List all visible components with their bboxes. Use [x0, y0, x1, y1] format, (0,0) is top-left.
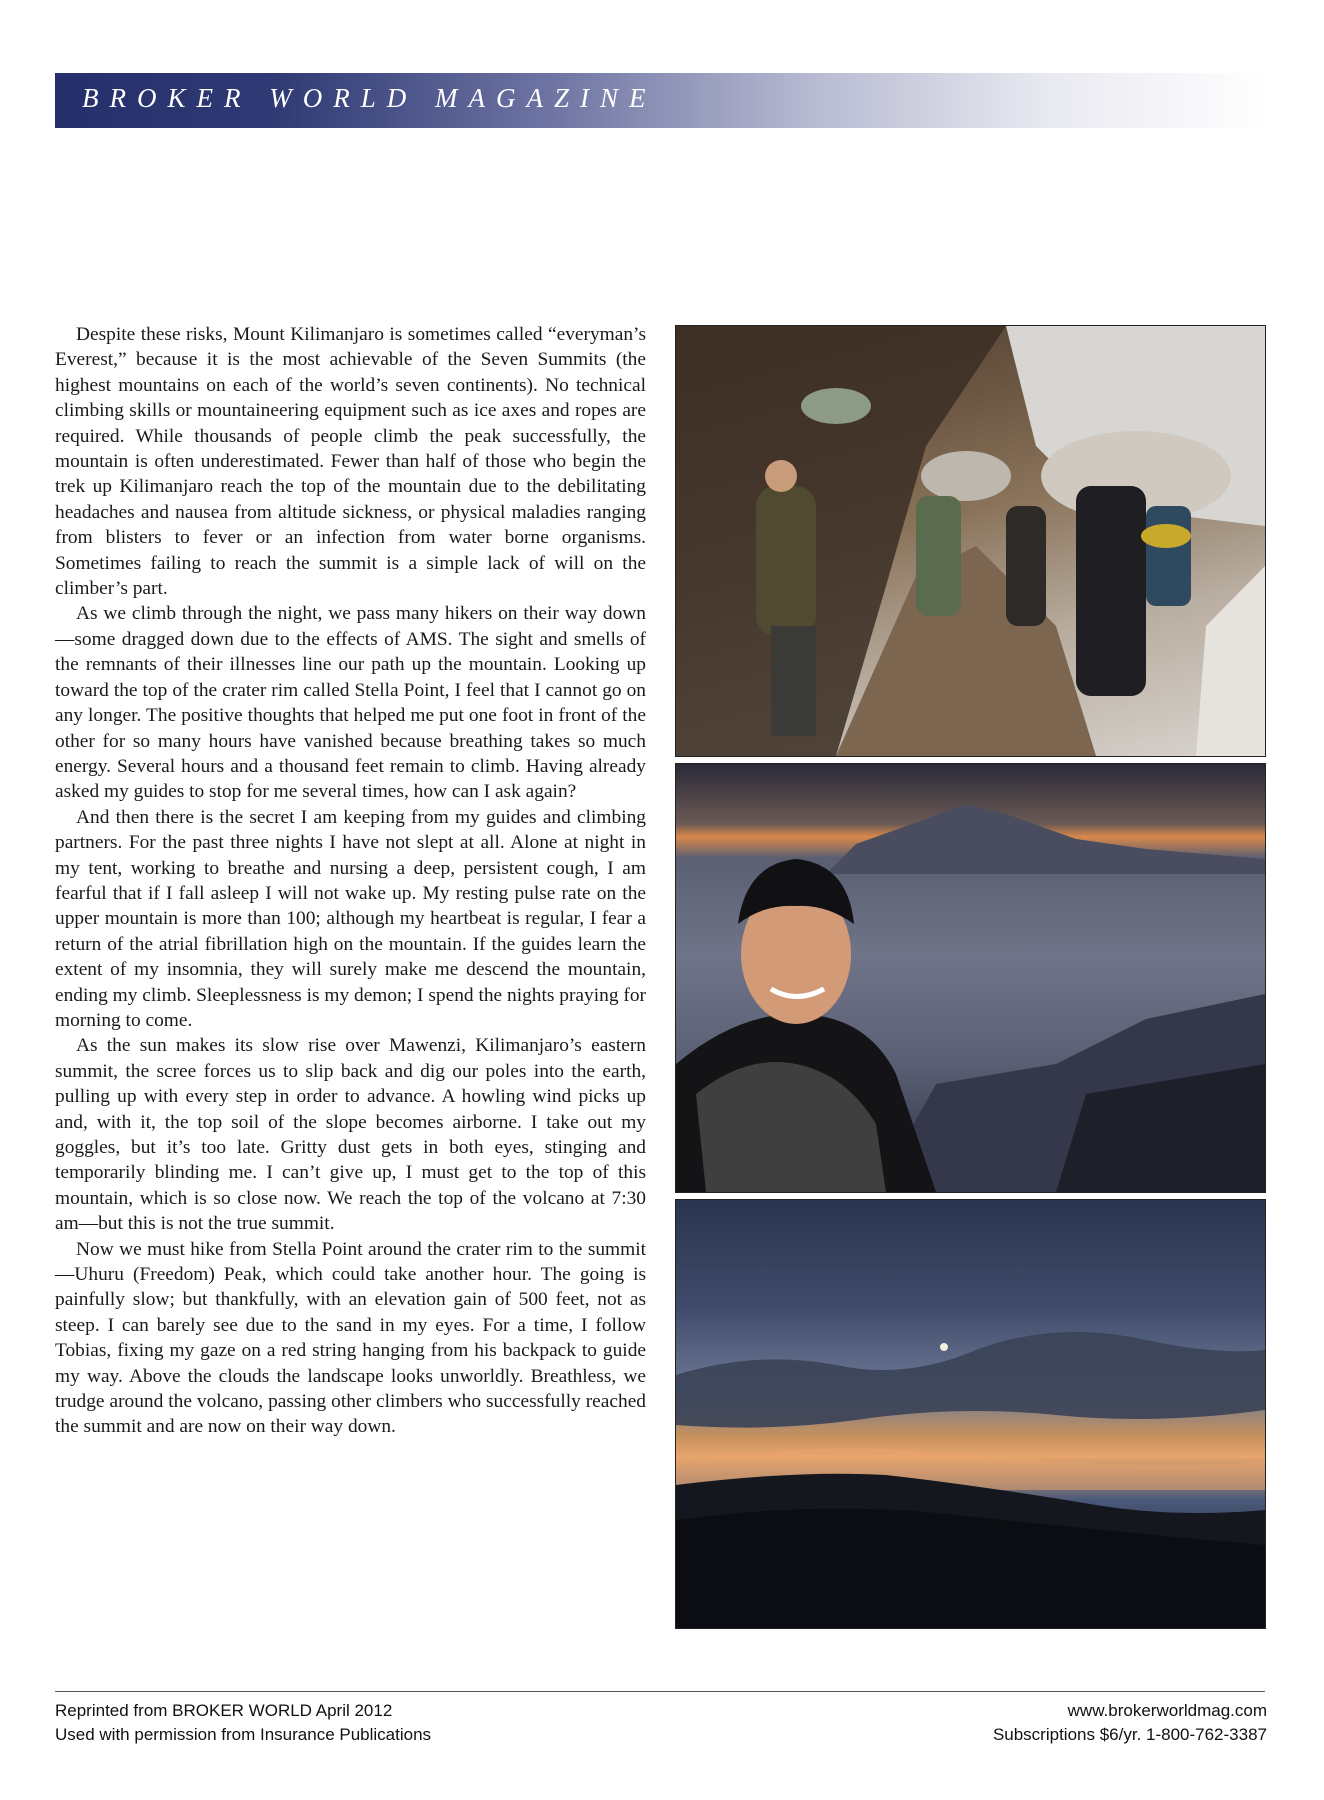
photo-climber-portrait — [675, 763, 1266, 1193]
footer-subscription-info: Subscriptions $6/yr. 1-800-762-3387 — [992, 1725, 1267, 1744]
footer-divider — [55, 1691, 1265, 1692]
footer-reprint-credit: Reprinted from BROKER WORLD April 2012 — [55, 1701, 393, 1720]
photo-climbers-trail — [675, 325, 1266, 757]
article-paragraph: Now we must hike from Stella Point around the crater rim to the summit—Uhuru (Freedom) Peak, which could take another hour. The going is painfully slow; but thankfully, with an elevation gain of 500 feet, not as steep. I can barely see due to the sand in my eyes. For a time, I follow Tobias, fixing my gaze on a red string hanging from his backpack to guide my way. Above the clouds the landscape looks unworldly. Breathless, we trudge around the volcano, passing other climbers who successfully reached the summit and are now on their way down. — [55, 1238, 646, 1438]
footer-permission-note: Used with permission from Insurance Publications — [55, 1725, 432, 1744]
article-paragraph: And then there is the secret I am keeping from my guides and climbing partners. For the past three nights I have not slept at all. Alone at night in my tent, working to breathe and nursing a deep, persistent cough, I am fearful that if I fall asleep I will not wake up. My resting pulse rate on the upper mountain is more than 100; although my heartbeat is regular, I fear a return of the atrial fibrillation high on the mountain. If the guides learn the extent of my insomnia, they will surely make me descend the mountain, ending my climb. Sleeplessness is my demon; I spend the nights praying for morning to come. — [55, 806, 646, 1031]
article-paragraph: As the sun makes its slow rise over Mawenzi, Kilimanjaro’s eastern summit, the scree forces us to slip back and dig our poles into the earth, pulling up with every step in order to advance. A howling wind picks up and, with it, the top soil of the slope becomes airborne. I take out my goggles, but it’s too late. Gritty dust gets in both eyes, stinging and temporarily blinding me. I can’t give up, I must get to the top of this mountain, which is so close now. We reach the top of the volcano at 7:30 am—but this is not the true summit. — [55, 1035, 646, 1235]
photo-sunrise-clouds-art — [676, 1200, 1265, 1628]
article-paragraph: As we climb through the night, we pass many hikers on their way down—some dragged down due to the effects of AMS. The sight and smells of the remnants of their illnesses line our path up the mountain. Looking up toward the top of the crater rim called Stella Point, I feel that I cannot go on any longer. The positive thoughts that helped me put one foot in front of the other for so many hours have vanished because breathing takes so much energy. Several hours and a thousand feet remain to climb. Having already asked my guides to stop for me several times, how can I ask again? — [55, 603, 646, 803]
magazine-header-bar — [55, 73, 1270, 128]
footer-website: www.brokerworldmag.com — [1067, 1701, 1267, 1720]
photo-sunrise-clouds — [675, 1199, 1266, 1629]
article-paragraph: Despite these risks, Mount Kilimanjaro is sometimes called “everyman’s Everest,” because it is the most achievable of the Seven Summits (the highest mountains on each of the world’s seven continents). No technical climbing skills or mountaineering equipment such as ice axes and ropes are required. While thousands of people climb the peak successfully, the mountain is often underestimated. Fewer than half of those who begin the trek up Kilimanjaro reach the top of the mountain due to the debilitating headaches and nausea from altitude sickness, or physical maladies ranging from blisters to fever or an infection from water borne organisms. Sometimes failing to reach the summit is a simple lack of will on the climber’s part. — [55, 324, 646, 600]
photo-climber-portrait-art — [676, 764, 1265, 1192]
photo-climbers-trail-art — [676, 326, 1265, 756]
article-body — [55, 322, 646, 1440]
magazine-title: BROKER WORLD MAGAZINE — [82, 83, 657, 113]
